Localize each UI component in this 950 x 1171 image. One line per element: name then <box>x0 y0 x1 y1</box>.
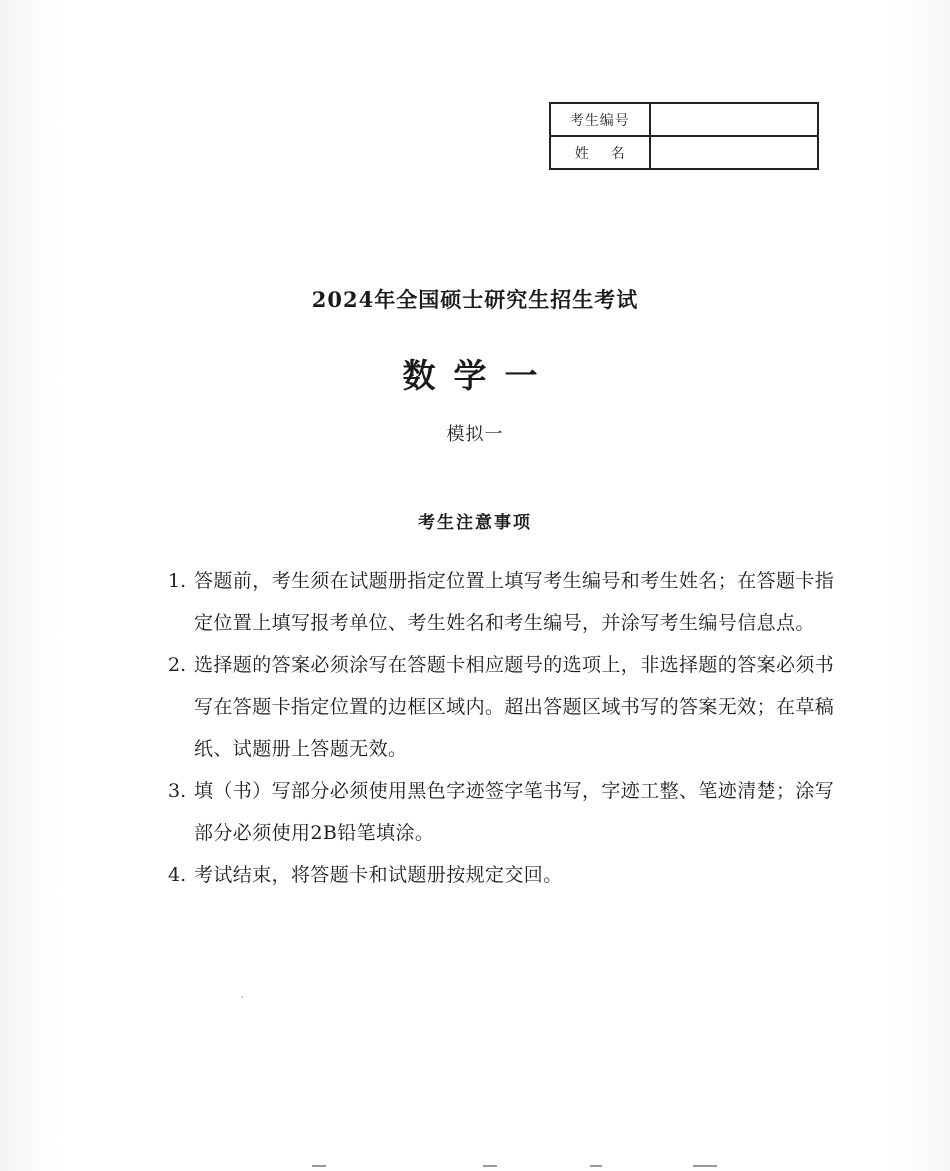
notice-item <box>168 854 838 896</box>
notice-text: 选择题的答案必须涂写在答题卡相应题号的选项上，非选择题的答案必须书写在答题卡指定位置的边框区域内。超出答题区域书写的答案无效；在草稿纸、试题册上答题无效。 <box>194 654 835 760</box>
scan-mark <box>693 1165 717 1167</box>
notice-item <box>168 770 838 854</box>
subject-title: 数学一 <box>402 356 556 395</box>
mock-label: 模拟一 <box>446 424 504 445</box>
exam-number-label: 考生编号 <box>550 103 650 136</box>
notice-number: 2. <box>168 654 187 676</box>
notice-number: 3. <box>168 780 187 802</box>
name-row <box>550 136 818 169</box>
notice-text: 填（书）写部分必须使用黑色字迹签字笔书写，字迹工整、笔迹清楚；涂写部分必须使用2B铅笔填涂。 <box>194 780 835 844</box>
candidate-info-box <box>549 102 819 170</box>
scan-mark <box>590 1165 602 1167</box>
notice-number: 4. <box>168 864 187 886</box>
exam-number-row <box>550 103 818 136</box>
exam-number-field[interactable] <box>650 103 818 136</box>
notice-list <box>168 560 838 896</box>
scan-speck <box>241 996 243 998</box>
notice-heading: 考生注意事项 <box>418 513 532 533</box>
name-label: 姓名 <box>550 136 650 169</box>
notice-number: 1. <box>168 570 187 592</box>
notice-text: 考试结束，将答题卡和试题册按规定交回。 <box>194 864 563 886</box>
notice-item <box>168 560 838 644</box>
scan-mark <box>312 1165 326 1167</box>
exam-title: 2024年全国硕士研究生招生考试 <box>311 287 639 312</box>
name-field[interactable] <box>650 136 818 169</box>
notice-text: 答题前，考生须在试题册指定位置上填写考生编号和考生姓名；在答题卡指定位置上填写报考单位、考生姓名和考生编号，并涂写考生编号信息点。 <box>194 570 835 634</box>
notice-item <box>168 644 838 770</box>
scan-mark <box>483 1165 497 1167</box>
